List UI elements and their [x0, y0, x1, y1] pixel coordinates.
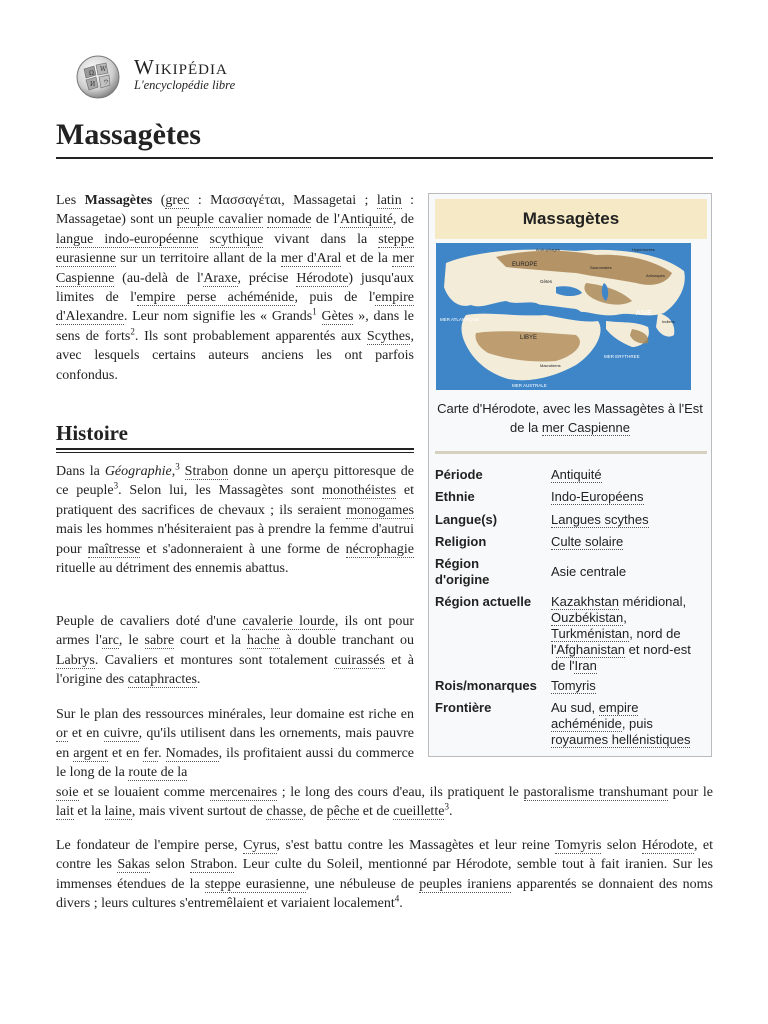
map-label-macrobiens: Macrobiens: [540, 363, 561, 368]
wordmark-tagline: L'encyclopédie libre: [134, 78, 236, 92]
link-peuples-iraniens[interactable]: peuples iraniens: [419, 876, 512, 892]
site-wordmark[interactable]: [134, 56, 235, 92]
histoire-paragraph-2: Peuple de cavaliers doté d'une cavalerie lourde, ils ont pour armes l'arc, le sabre court et la hache à double tranchant ou Labrys. Cavaliers et montures sont totalement cuirassés et à l'origine des cataphractes.: [56, 614, 414, 688]
wordmark-text: Wikipédia: [134, 55, 228, 79]
ref-3[interactable]: 3: [175, 461, 180, 472]
link-chasse[interactable]: chasse: [266, 804, 303, 820]
histoire-paragraph-4: Le fondateur de l'empire perse, Cyrus, s'est battu contre les Massagètes et leur reine Tomyris selon Hérodote, et contre les Sakas selon Strabon. Leur culte du Soleil, mentionné par Hérodote, semble tout à fait iranien. Sur les immenses étendues de la steppe eurasienne, une nébuleuse de peuples iraniens apparentés se donnaient des noms divers ; leurs cultures s'entremêlaient et variaient localement$^4$.: [56, 838, 713, 912]
link-sabre[interactable]: sabre: [144, 633, 175, 649]
row-label: Rois/monarques: [435, 678, 537, 693]
row-label: Religion: [435, 534, 487, 549]
ref-3[interactable]: 3: [444, 801, 449, 812]
link-kazakhstan[interactable]: Kazakhstan: [551, 594, 619, 609]
histoire-paragraph-3-continued: soie et se louaient comme mercenaires ; le long des cours d'eau, ils pratiquent le pastoralisme transhumant pour le lait et la laine, mais vivent surtout de chasse, de pêche et de cueillette$^3$.: [56, 785, 714, 820]
section-divider-thin: [56, 452, 414, 453]
link-grec[interactable]: grec: [165, 193, 190, 208]
intro-paragraph: Les Massagètes (grec : Μασσαγέται, Massagetai ; latin : Massagetae) sont un peuple cavalier nomade de l'Antiquité, de langue indo-européenne scythique vivant dans la steppe eurasienne sur un territoire allant de la mer d'Aral et de la mer Caspienne (au-delà de l'Araxe, précise Hérodote) jusqu'aux limites de l'empire perse achéménide, puis de l'empire d'Alexandre. Leur nom signifie les « Grands$^1$ Gètes », dans le sens de forts$^2$. Ils sont probablement apparentés aux Scythes, avec lesquels certains auteurs anciens les ont parfois confondus.: [56, 193, 415, 383]
link-fer[interactable]: fer: [143, 745, 159, 761]
link-route-de-la-soie[interactable]: route de la: [128, 765, 188, 781]
histoire-paragraph-3: Sur le plan des ressources minérales, leur domaine est riche en or et en cuivre, qu'ils utilisent dans les ornements, mais pauvre en argent et en fer. Nomades, ils profitaient aussi du commerce le long de la route de la: [56, 707, 415, 781]
link-maitresse[interactable]: maîtresse: [87, 541, 141, 557]
map-label-indiens: Indiens: [662, 319, 675, 324]
link-turkmenistan[interactable]: Turkménistan: [551, 626, 630, 641]
herodotus-world-map[interactable]: [436, 243, 691, 390]
ref-1[interactable]: 1: [312, 306, 317, 317]
link-latin[interactable]: latin: [376, 193, 402, 208]
link-cuivre[interactable]: cuivre: [103, 726, 139, 742]
link-peuple-cavalier[interactable]: peuple cavalier: [176, 212, 263, 228]
section-heading-histoire: Histoire: [56, 421, 128, 445]
row-label: Ethnie: [435, 489, 475, 504]
link-antiquite[interactable]: Antiquité: [339, 212, 393, 228]
link-mercenaires[interactable]: mercenaires: [209, 785, 278, 800]
row-value: Asie centrale: [551, 564, 627, 579]
map-label-libye: LIBYE: [520, 335, 538, 341]
link-cavalerie-lourde[interactable]: cavalerie lourde: [242, 614, 335, 629]
map-label-arimaspes: Arimaspes: [646, 273, 665, 278]
row-value: Au sud, empire achéménide, puis royaumes hellénistiques: [551, 700, 691, 747]
infobox: [428, 193, 712, 757]
row-value-link[interactable]: Langues scythes: [551, 512, 649, 527]
link-langue-indo-europeenne[interactable]: langue indo-européenne: [56, 231, 199, 247]
row-label: Frontière: [435, 700, 492, 715]
link-cyrus[interactable]: Cyrus: [243, 838, 277, 853]
link-necrophagie[interactable]: nécrophagie: [345, 541, 414, 557]
map-label-mer-erythree: MER ERYTHREE: [604, 354, 640, 359]
link-royaumes-hellenistiques[interactable]: royaumes hellénistiques: [551, 732, 691, 747]
link-empire-perse[interactable]: empire perse achéménide: [136, 290, 295, 306]
link-strabon[interactable]: Strabon: [184, 464, 229, 479]
link-scythique[interactable]: scythique: [209, 231, 264, 247]
link-hache[interactable]: hache: [246, 633, 280, 649]
link-nomade[interactable]: nomade: [267, 212, 312, 228]
link-lait[interactable]: lait: [56, 804, 74, 820]
link-mer-caspienne[interactable]: mer Caspienne: [541, 420, 630, 435]
link-empire-alexandre[interactable]: empire d'Alexandre: [56, 290, 414, 325]
subject-name: Massagètes: [84, 193, 153, 208]
link-or[interactable]: or: [56, 726, 68, 742]
row-value-link[interactable]: Culte solaire: [551, 534, 624, 549]
map-caption: Carte d'Hérodote, avec les Massagètes à l'Est de la mer Caspienne: [437, 401, 703, 435]
link-steppe-eurasienne[interactable]: steppe eurasienne: [204, 876, 306, 892]
link-nomades[interactable]: Nomades: [165, 745, 219, 761]
row-value-link[interactable]: Antiquité: [551, 467, 602, 482]
link-empire-achemenide[interactable]: empire achéménide: [551, 700, 639, 731]
row-value-link[interactable]: Indo-Européens: [551, 489, 644, 504]
svg-text:W: W: [100, 66, 107, 73]
svg-text:И: И: [90, 81, 96, 88]
link-herodote[interactable]: Hérodote: [296, 270, 349, 286]
link-sakas[interactable]: Sakas: [117, 857, 150, 873]
link-monogames[interactable]: monogames: [346, 502, 414, 518]
map-label-mer-atlantique: MER ATLANTIQUE: [440, 317, 479, 322]
link-pastoralisme[interactable]: pastoralisme transhumant: [523, 785, 669, 800]
link-afghanistan[interactable]: Afghanistan: [556, 642, 626, 657]
map-label-hyperborees: Hyperborées: [632, 247, 655, 252]
link-arc[interactable]: arc: [101, 633, 119, 649]
link-steppe-eurasienne[interactable]: steppe eurasienne: [56, 231, 415, 267]
row-label: Période: [435, 467, 483, 482]
infobox-separator: [435, 451, 707, 454]
map-label-mer-australe: MER AUSTRALE: [512, 383, 547, 388]
link-peche[interactable]: pêche: [326, 804, 360, 820]
link-labrys[interactable]: Labrys: [56, 652, 95, 668]
map-label-europe: EUROPE: [512, 262, 538, 268]
link-cataphractes[interactable]: cataphractes: [127, 672, 197, 688]
link-iran[interactable]: Iran: [574, 658, 597, 673]
link-tomyris[interactable]: Tomyris: [555, 838, 602, 853]
link-route-de-la-soie-end[interactable]: soie: [56, 785, 79, 800]
link-mer-caspienne[interactable]: mer Caspienne: [56, 251, 415, 286]
link-araxe[interactable]: Araxe: [203, 270, 238, 286]
page-title: Massagètes: [56, 118, 201, 151]
title-divider: [56, 157, 713, 159]
wikipedia-globe-logo[interactable]: [74, 53, 122, 101]
link-laine[interactable]: laine: [104, 804, 132, 820]
link-argent[interactable]: argent: [73, 745, 108, 761]
map-label-asie: ASIE: [636, 310, 652, 317]
ref-3[interactable]: 3: [113, 480, 119, 491]
link-herodote[interactable]: Hérodote: [641, 838, 694, 853]
map-label-getes: Gètes: [540, 279, 553, 284]
histoire-paragraph-1: Dans la Géographie,$^3$ Strabon donne un aperçu pittoresque de ce peuple$^3$. Selon lui, les Massagètes sont monothéistes et pratiquent des sacrifices de chevaux ; ils seraient monogames mais les hommes n'hésiteraient pas à prendre la femme d'autrui pour maîtresse et s'adonneraient à une forme de nécrophagie rituelle au détriment des ennemis abattus.: [56, 461, 414, 577]
link-getes[interactable]: Gètes: [321, 309, 354, 325]
link-scythes[interactable]: Scythes: [366, 328, 411, 344]
ref-4[interactable]: 4: [394, 893, 400, 904]
svg-text:ウ: ウ: [103, 79, 110, 86]
link-monotheistes[interactable]: monothéistes: [322, 483, 397, 499]
row-label: Région actuelle: [435, 594, 532, 609]
infobox-title: Massagètes: [435, 199, 707, 239]
link-strabon[interactable]: Strabon: [190, 857, 234, 873]
row-label: Région d'origine: [435, 556, 490, 587]
svg-text:Ω: Ω: [89, 70, 94, 77]
link-cueillette[interactable]: cueillette: [393, 804, 445, 820]
ref-2[interactable]: 2: [130, 326, 135, 337]
map-label-androphages: Androphages: [536, 247, 560, 252]
link-mer-aral[interactable]: mer d'Aral: [280, 251, 342, 267]
row-value: Kazakhstan méridional, Ouzbékistan, Turkménistan, nord de l'Afghanistan et nord-est de l'Iran: [551, 594, 691, 673]
row-value-link[interactable]: Tomyris: [551, 678, 596, 693]
link-cuirasses[interactable]: cuirassés: [334, 652, 385, 668]
link-ouzbekistan[interactable]: Ouzbékistan: [551, 610, 624, 625]
row-label: Langue(s): [435, 512, 498, 527]
section-divider: [56, 448, 414, 450]
map-label-sauromates: Sauromates: [590, 265, 612, 270]
